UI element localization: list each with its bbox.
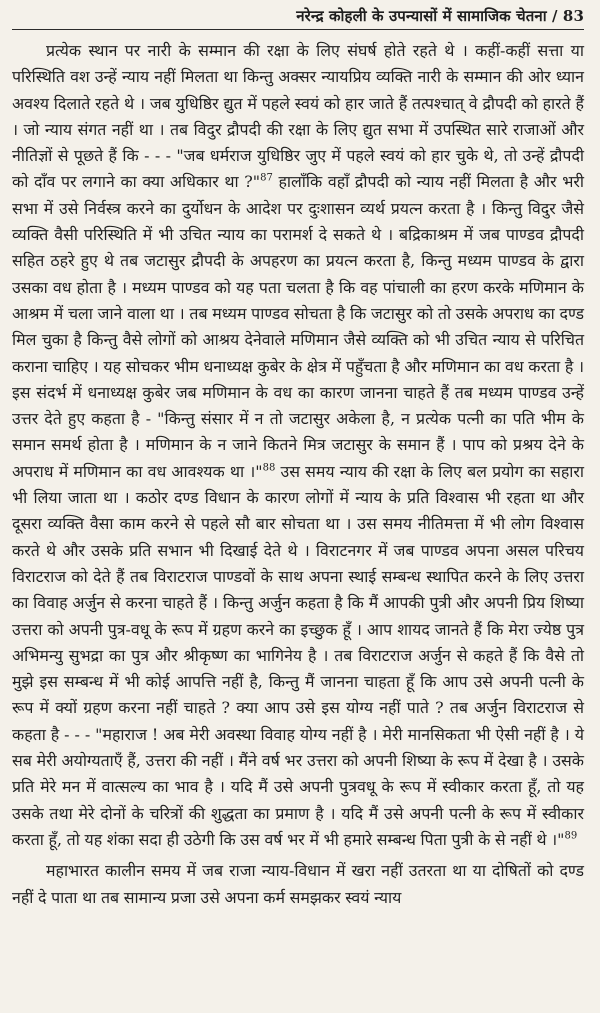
running-header: नरेन्द्र कोहली के उपन्यासों में सामाजिक चेतना / 83 bbox=[12, 6, 584, 30]
body-text bbox=[12, 38, 584, 911]
footnote-marker-88: 88 bbox=[262, 462, 276, 474]
paragraph-1-part-2: हालाँकि वहाँ द्रौपदी को न्याय नहीं मिलता है और भरी सभा में उसे निर्वस्त्र करने का दुर्योधन के आदेश पर दुःशासन व्यर्थ प्रयत्न करता है । किन्तु विदुर जैसे व्यक्ति वैसी परिस्थिति में भी उचित न्याय का परामर्श दे सकते थे । बद्रिकाश्रम में जब पाण्डव द्रौपदी सहित ठहरे हुए थे तब जटासुर द्रौपदी के अपहरण का प्रयत्न करता है, किन्तु मध्यम पाण्डव के द्वारा उसका वध होता है । मध्यम पाण्डव को यह पता चलता है कि वह पांचाली का हरण करके मणिमान के आश्रम में चला जाने वाला था । तब मध्यम पाण्डव सोचता है कि जटासुर को तो उसके अपराध का दण्ड मिल चुका है किन्तु वैसे लोगों को आश्रय देनेवाले मणिमान जैसे व्यक्ति को भी उचित न्याय से परिचित कराना चाहिए । यह सोचकर भीम धनाध्यक्ष कुबेर के क्षेत्र में पहुँचता है और मणिमान का वध करता है । इस संदर्भ में धनाध्यक्ष कुबेर जब मणिमान के वध का कारण जानना चाहते हैं तब मध्यम पाण्डव उन्हें उत्तर देते हुए कहता है - "किन्तु संसार में न तो जटासुर अकेला है, न प्रत्येक पत्नी का पति भीम के समान समर्थ होता है । मणिमान के न जाने कितने मित्र जटासुर के समान हैं । पाप को प्रश्रय देने के अपराध में मणिमान का वध आवश्यक था ।" bbox=[12, 172, 584, 481]
paragraph-1-part-3: उस समय न्याय की रक्षा के लिए बल प्रयोग का सहारा भी लिया जाता था । कठोर दण्ड विधान के कारण लोगों में न्याय के प्रति विश्वास भी रहता था और दूसरा व्यक्ति वैसा काम करने से पहले सौ बार सोचता था । उस समय नीतिमत्ता में भी लोग विश्वास करते थे और उसके प्रति सभान भी दिखाई देते थे । विराटनगर में जब पाण्डव अपना असल परिचय विराटराज को देते हैं तब विराटराज पाण्डवों के साथ अपना स्थाई सम्बन्ध स्थापित करने के लिए उत्तरा का विवाह अर्जुन से करना चाहते हैं । किन्तु अर्जुन कहता है कि मैं आपकी पुत्री और अपनी प्रिय शिष्या उत्तरा को अपनी पुत्र-वधू के रूप में ग्रहण करने का इच्छुक हूँ । आप शायद जानते हैं कि मेरा ज्येष्ठ पुत्र अभिमन्यु सुभद्रा का पुत्र और श्रीकृष्ण का भागिनेय है । तब विराटराज अर्जुन से कहते हैं कि वैसे तो मुझे इस सम्बन्ध में भी कोई आपत्ति नहीं है, किन्तु मैं जानना चाहता हूँ कि आप उसे अपनी पत्नी के रूप में क्यों ग्रहण करना नहीं चाहते ? क्या आप उसे इस योग्य नहीं पाते ? तब अर्जुन विराटराज से कहता है - - - "महाराज ! अब मेरी अवस्था विवाह योग्य नहीं है । मेरी मानसिकता भी ऐसी नहीं है । ये सब मेरी अयोग्यताएँ हैं, उत्तरा की नहीं । मैंने वर्ष भर उत्तरा को अपनी शिष्या के रूप में देखा है । उसके प्रति मेरे मन में वात्सल्य का भाव है । यदि मैं उसे अपनी पुत्रवधू के रूप में स्वीकार करता हूँ, तो यह उसके तथा मेरे दोनों के चरित्रों की शुद्धता का प्रमाण है । यदि मैं उसे अपनी पत्नी के रूप में स्वीकार करता हूँ, तो यह शंका सदा ही उठेगी कि उस वर्ष भर में भी हमारे सम्बन्ध पिता पुत्री के से नहीं थे ।" bbox=[12, 461, 584, 849]
footnote-marker-89: 89 bbox=[564, 830, 578, 842]
paragraph-2: महाभारत कालीन समय में जब राजा न्याय-विधान में खरा नहीं उतरता था या दोषितों को दण्ड नहीं दे पाता था तब सामान्य प्रजा उसे अपना कर्म समझकर स्वयं न्याय bbox=[12, 861, 584, 907]
footnote-marker-87: 87 bbox=[260, 173, 273, 185]
paragraph-1-part-1: प्रत्येक स्थान पर नारी के सम्मान की रक्षा के लिए संघर्ष होते रहते थे । कहीं-कहीं सत्ता या परिस्थिति वश उन्हें न्याय नहीं मिलता था किन्तु अक्सर न्यायप्रिय व्यक्ति नारी के सम्मान की ओर ध्यान अवश्य दिलाते रहते थे । जब युधिष्ठिर द्युत में पहले स्वयं को हार जाते हैं तत्पश्चात् वे द्रौपदी को हारते हैं । जो न्याय संगत नहीं था । तब विदुर द्रौपदी की रक्षा के लिए द्युत सभा में उपस्थित सारे राजाओं और नीतिज्ञों से पूछते हैं कि - - - "जब धर्मराज युधिष्ठिर जुए में पहले स्वयं को हार चुके थे, तो उन्हें द्रौपदी को दाँव पर लगाने का क्या अधिकार था ?" bbox=[12, 41, 584, 192]
paragraph-1 bbox=[12, 38, 584, 853]
